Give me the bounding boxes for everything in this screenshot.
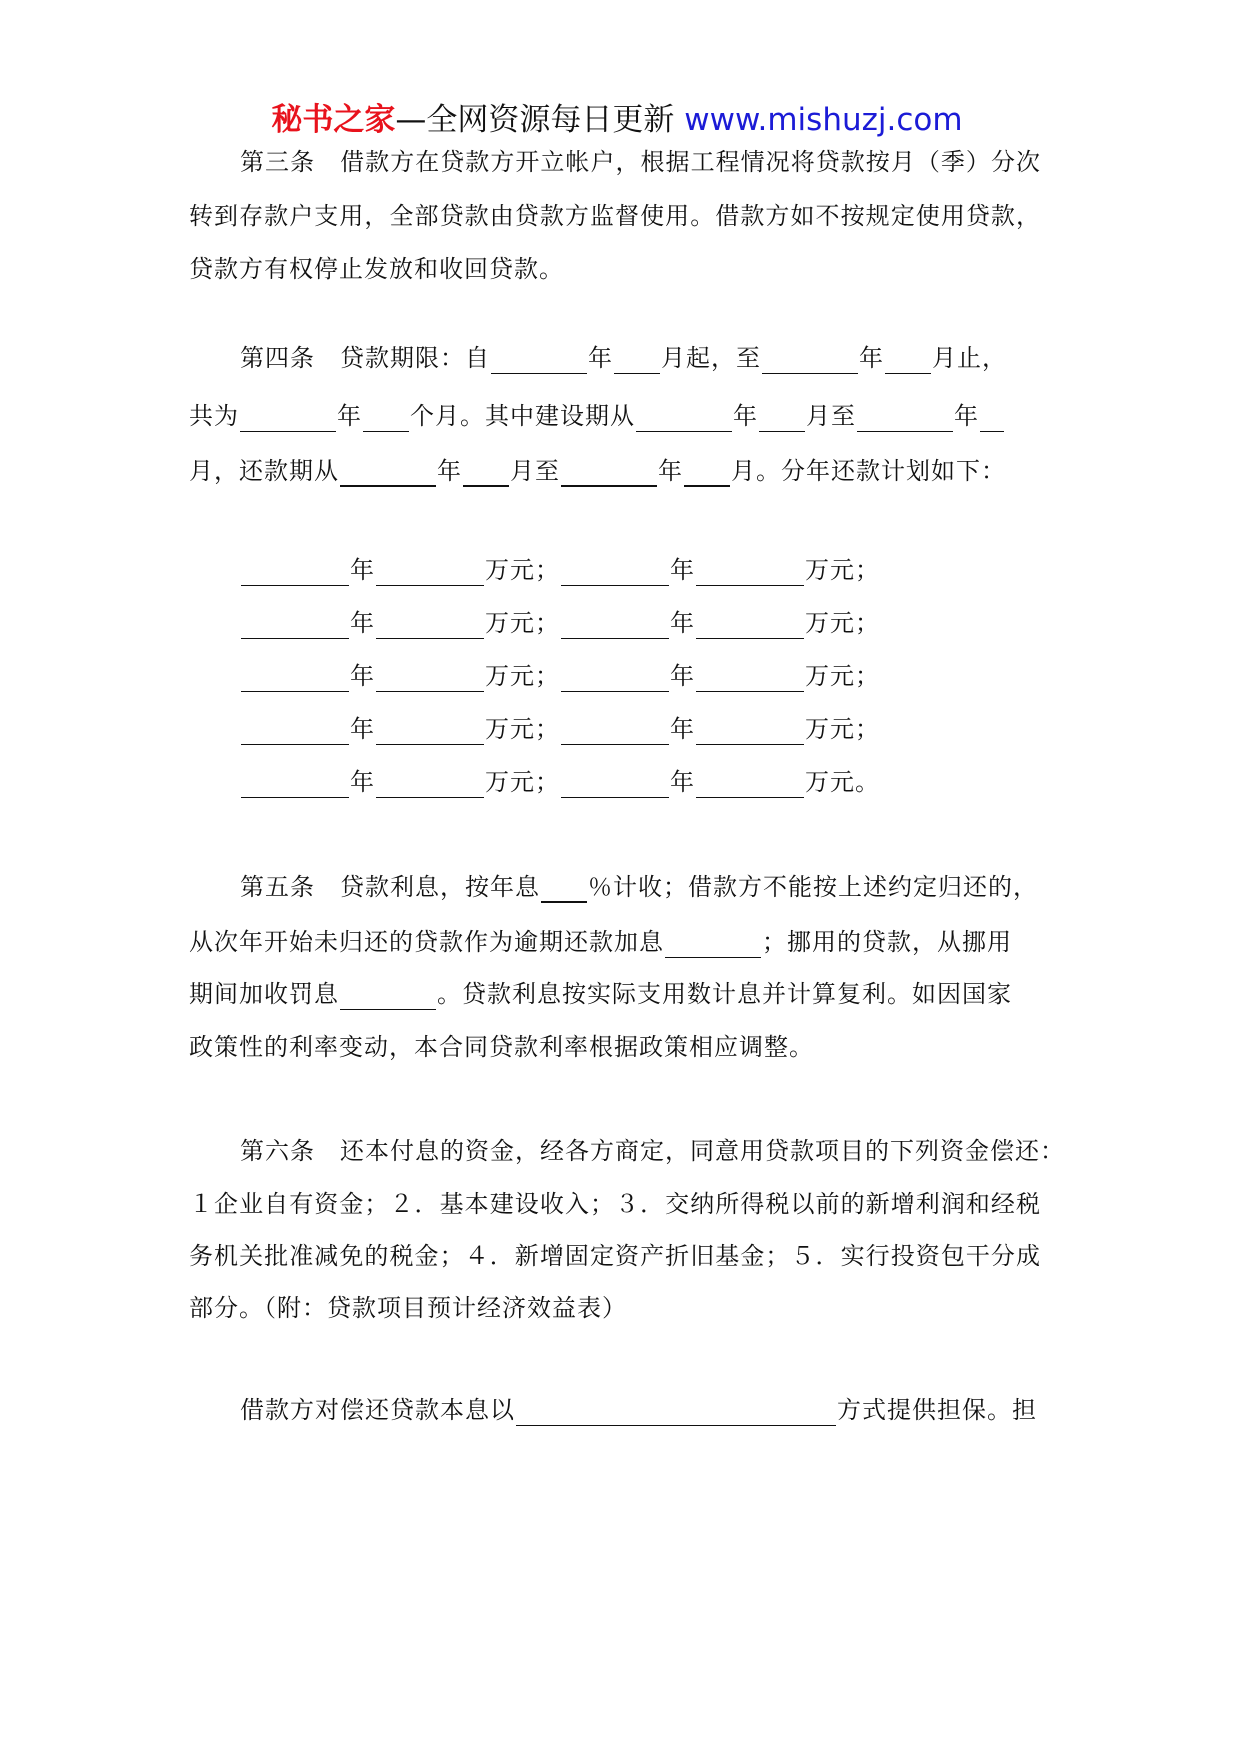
schedule-year-label: 年: [350, 715, 375, 743]
article3-line1: 第三条 借款方在贷款方开立帐户，根据工程情况将贷款按月（季）分次: [240, 148, 1041, 176]
article4-line2: [189, 400, 1005, 432]
article5-line3-text-b: 。贷款利息按实际支用数计息并计算复利。如因国家: [437, 980, 1012, 1008]
schedule-row: [240, 554, 880, 586]
article4-line3-text-a: 月，还款期从: [189, 457, 339, 485]
article5-line2-text-b: ；挪用的贷款，从挪用: [762, 928, 1012, 956]
article6-line1: 第六条 还本付息的资金，经各方商定，同意用贷款项目的下列资金偿还：: [240, 1137, 1065, 1165]
article4-line3-text-d: 年: [658, 457, 683, 485]
blank-overdue-surcharge[interactable]: [665, 931, 761, 958]
blank-year-a[interactable]: [241, 771, 349, 798]
schedule-amount-unit: 万元；: [805, 662, 880, 690]
blank-total-years[interactable]: [240, 405, 336, 432]
schedule-year-label: 年: [670, 556, 695, 584]
site-tagline: —全网资源每日更新: [395, 102, 685, 138]
blank-year-a[interactable]: [241, 665, 349, 692]
article3-line3: 贷款方有权停止发放和收回贷款。: [189, 255, 564, 283]
article4-line1-text-b: 年: [588, 344, 613, 372]
schedule-year-label: 年: [670, 715, 695, 743]
blank-year-b[interactable]: [561, 559, 669, 586]
schedule-row: [240, 607, 880, 639]
blank-guarantee-method[interactable]: [516, 1399, 836, 1426]
article4-line1: [240, 342, 1007, 374]
schedule-amount-unit: 万元；: [805, 715, 880, 743]
guarantee-line: [240, 1394, 1037, 1426]
blank-construction-end-month[interactable]: [980, 405, 1004, 432]
blank-amount-b[interactable]: [696, 718, 804, 745]
schedule-row: [240, 713, 880, 745]
article4-line2-text-c: 个月。其中建设期从: [410, 402, 635, 430]
article5-line3-text-a: 期间加收罚息: [189, 980, 339, 1008]
article4-line3: [189, 455, 1006, 487]
article4-line3-text-c: 月至: [510, 457, 560, 485]
article5-line1-text-a: 第五条 贷款利息，按年息: [240, 873, 540, 901]
schedule-amount-unit: 万元；: [485, 609, 560, 637]
article6-line2: １企业自有资金；２．基本建设收入；３．交纳所得税以前的新增利润和经税: [189, 1190, 1041, 1218]
blank-total-months[interactable]: [363, 405, 409, 432]
article3-line2: 转到存款户支用，全部贷款由贷款方监督使用。借款方如不按规定使用贷款，: [189, 202, 1041, 230]
article4-line2-text-a: 共为: [189, 402, 239, 430]
guarantee-text-b: 方式提供担保。担: [837, 1396, 1037, 1424]
schedule-year-label: 年: [350, 662, 375, 690]
schedule-amount-unit: 万元；: [805, 609, 880, 637]
schedule-amount-unit: 万元。: [805, 768, 880, 796]
blank-amount-b[interactable]: [696, 771, 804, 798]
article4-line1-text-a: 第四条 贷款期限：自: [240, 344, 490, 372]
article5-line1-text-b: ％计收；借款方不能按上述约定归还的，: [588, 873, 1038, 901]
blank-repay-start-month[interactable]: [463, 459, 509, 487]
blank-amount-a[interactable]: [376, 718, 484, 745]
article5-line3: [189, 978, 1012, 1010]
blank-construction-start-month[interactable]: [759, 405, 805, 432]
blank-start-year[interactable]: [491, 347, 587, 374]
schedule-year-label: 年: [670, 662, 695, 690]
blank-amount-a[interactable]: [376, 612, 484, 639]
blank-start-month[interactable]: [614, 347, 660, 374]
schedule-year-label: 年: [350, 768, 375, 796]
article5-line4: 政策性的利率变动，本合同贷款利率根据政策相应调整。: [189, 1033, 814, 1061]
site-brand: 秘书之家: [271, 102, 396, 138]
blank-end-month[interactable]: [885, 347, 931, 374]
schedule-amount-unit: 万元；: [805, 556, 880, 584]
blank-amount-a[interactable]: [376, 771, 484, 798]
article4-line2-text-d: 年: [733, 402, 758, 430]
schedule-year-label: 年: [670, 609, 695, 637]
schedule-year-label: 年: [350, 609, 375, 637]
blank-construction-end-year[interactable]: [857, 405, 953, 432]
article4-line2-text-e: 月至: [806, 402, 856, 430]
schedule-row: [240, 766, 880, 798]
blank-repay-end-month[interactable]: [684, 459, 730, 487]
blank-construction-start-year[interactable]: [636, 405, 732, 432]
article4-line1-text-e: 月止，: [932, 344, 1007, 372]
blank-year-b[interactable]: [561, 665, 669, 692]
article4-line1-text-d: 年: [859, 344, 884, 372]
blank-year-a[interactable]: [241, 718, 349, 745]
schedule-amount-unit: 万元；: [485, 715, 560, 743]
blank-year-b[interactable]: [561, 612, 669, 639]
blank-repay-start-year[interactable]: [340, 459, 436, 487]
blank-amount-b[interactable]: [696, 612, 804, 639]
article4-line1-text-c: 月起，至: [661, 344, 761, 372]
article5-line2: [189, 926, 1012, 958]
article5-line2-text-a: 从次年开始未归还的贷款作为逾期还款加息: [189, 928, 664, 956]
blank-end-year[interactable]: [762, 347, 858, 374]
article4-line3-text-b: 年: [437, 457, 462, 485]
blank-penalty-interest[interactable]: [340, 983, 436, 1010]
blank-year-b[interactable]: [561, 771, 669, 798]
article4-line2-text-b: 年: [337, 402, 362, 430]
blank-year-a[interactable]: [241, 559, 349, 586]
schedule-year-label: 年: [350, 556, 375, 584]
guarantee-text-a: 借款方对偿还贷款本息以: [240, 1396, 515, 1424]
article5-line1: [240, 871, 1038, 903]
article4-line3-text-e: 月。分年还款计划如下：: [731, 457, 1006, 485]
article4-line2-text-f: 年: [954, 402, 979, 430]
blank-amount-b[interactable]: [696, 665, 804, 692]
schedule-amount-unit: 万元；: [485, 556, 560, 584]
schedule-amount-unit: 万元；: [485, 768, 560, 796]
site-header: [0, 100, 1234, 140]
blank-year-a[interactable]: [241, 612, 349, 639]
blank-amount-b[interactable]: [696, 559, 804, 586]
schedule-amount-unit: 万元；: [485, 662, 560, 690]
blank-annual-rate[interactable]: [541, 875, 587, 903]
blank-amount-a[interactable]: [376, 665, 484, 692]
article6-line4: 部分。（附：贷款项目预计经济效益表）: [189, 1294, 627, 1322]
site-url[interactable]: www.mishuzj.com: [684, 102, 963, 138]
schedule-row: [240, 660, 880, 692]
article6-line3: 务机关批准减免的税金；４．新增固定资产折旧基金；５．实行投资包干分成: [189, 1242, 1041, 1270]
blank-year-b[interactable]: [561, 718, 669, 745]
blank-repay-end-year[interactable]: [561, 459, 657, 487]
schedule-year-label: 年: [670, 768, 695, 796]
blank-amount-a[interactable]: [376, 559, 484, 586]
